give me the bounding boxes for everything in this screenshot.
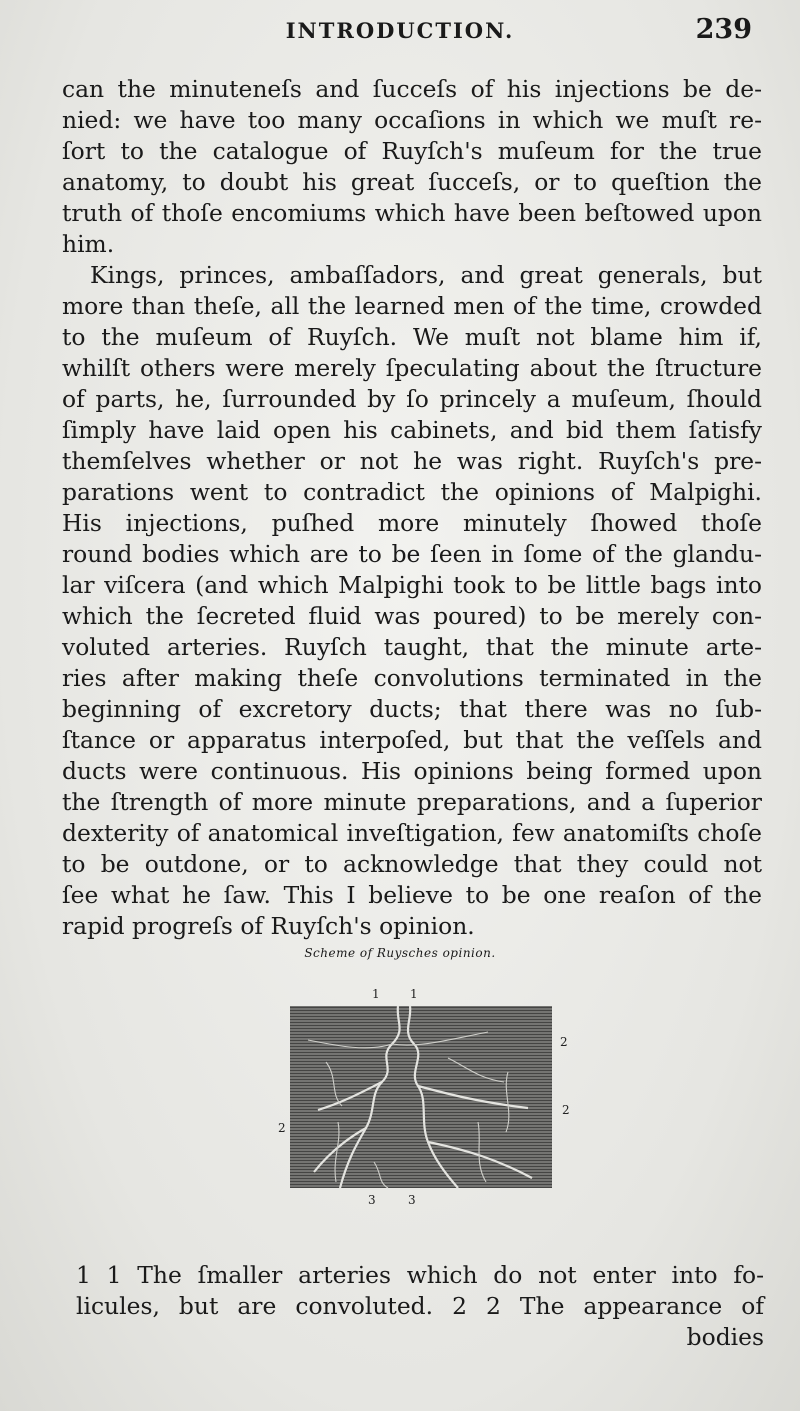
text-line: ries after making theſe convolutions terminated in the: [62, 664, 762, 692]
text-line: to the muſeum of Ruyſch. We muſt not blame him if,: [62, 323, 762, 351]
text-line: whilſt others were merely ſpeculating about the ſtructure: [62, 354, 762, 382]
page-number: 239: [695, 14, 752, 45]
running-header: [0, 14, 800, 54]
legend-line: licules, but are convoluted. 2 2 The appearance of: [76, 1292, 764, 1320]
text-line: parations went to contradict the opinions of Malpighi.: [62, 478, 762, 506]
running-title: INTRODUCTION.: [285, 18, 515, 43]
text-line: ſee what he ſaw. This I believe to be one reaſon of the: [62, 881, 762, 909]
text-line: which the ſecreted fluid was poured) to be merely con-: [62, 602, 762, 630]
text-line: Kings, princes, ambaſſadors, and great generals, but: [90, 261, 762, 289]
text-line: His injections, puſhed more minutely ſhowed thoſe: [62, 509, 762, 537]
text-line: anatomy, to doubt his great ſucceſs, or to queſtion the: [62, 168, 762, 196]
engraving-illustration: [278, 982, 578, 1206]
label-2-left: 2: [278, 1121, 286, 1135]
text-line: ſort to the catalogue of Ruyſch's muſeum for the true: [62, 137, 762, 165]
text-line: rapid progreſs of Ruyſch's opinion.: [62, 912, 475, 940]
text-line: of parts, he, ſurrounded by ſo princely a muſeum, ſhould: [62, 385, 762, 413]
text-line: truth of thoſe encomiums which have been beſtowed upon: [62, 199, 762, 227]
text-line: him.: [62, 230, 115, 258]
text-line: to be outdone, or to acknowledge that they could not: [62, 850, 762, 878]
engraving-hatching: [290, 1006, 552, 1188]
legend-line: 1 1 The ſmaller arteries which do not enter into fo-: [76, 1261, 764, 1289]
label-3-left: 3: [368, 1193, 376, 1206]
engraving-figure: [278, 982, 578, 1206]
text-line: nied: we have too many occaſions in which we muſt re-: [62, 106, 762, 134]
text-line: ducts were continuous. His opinions being formed upon: [62, 757, 762, 785]
catchword: bodies: [686, 1323, 764, 1351]
text-line: dexterity of anatomical inveſtigation, few anatomiſts choſe: [62, 819, 762, 847]
figure-legend: [76, 1260, 764, 1353]
paragraph-2: [62, 260, 762, 942]
label-2-lower: 2: [562, 1103, 570, 1117]
text-line: the ſtrength of more minute preparations, and a ſuperior: [62, 788, 762, 816]
body-text: [62, 74, 762, 942]
label-1-right: 1: [410, 987, 418, 1001]
text-line: lar viſcera (and which Malpighi took to be little bags into: [62, 571, 762, 599]
text-line: ſtance or apparatus interpoſed, but that the veſſels and: [62, 726, 762, 754]
text-line: round bodies which are to be ſeen in ſome of the glandu-: [62, 540, 762, 568]
text-line: beginning of excretory ducts; that there was no ſub-: [62, 695, 762, 723]
label-1-left: 1: [372, 987, 380, 1001]
text-line: ſimply have laid open his cabinets, and bid them ſatisfy: [62, 416, 762, 444]
label-2-upper: 2: [560, 1035, 568, 1049]
figure-caption: Scheme of Ruysches opinion.: [304, 946, 496, 960]
text-line: more than theſe, all the learned men of the time, crowded: [62, 292, 762, 320]
paragraph-1: [62, 74, 762, 260]
text-line: can the minuteneſs and ſucceſs of his injections be de-: [62, 75, 762, 103]
label-3-right: 3: [408, 1193, 416, 1206]
text-line: themſelves whether or not he was right. Ruyſch's pre-: [62, 447, 762, 475]
text-line: voluted arteries. Ruyſch taught, that the minute arte-: [62, 633, 762, 661]
